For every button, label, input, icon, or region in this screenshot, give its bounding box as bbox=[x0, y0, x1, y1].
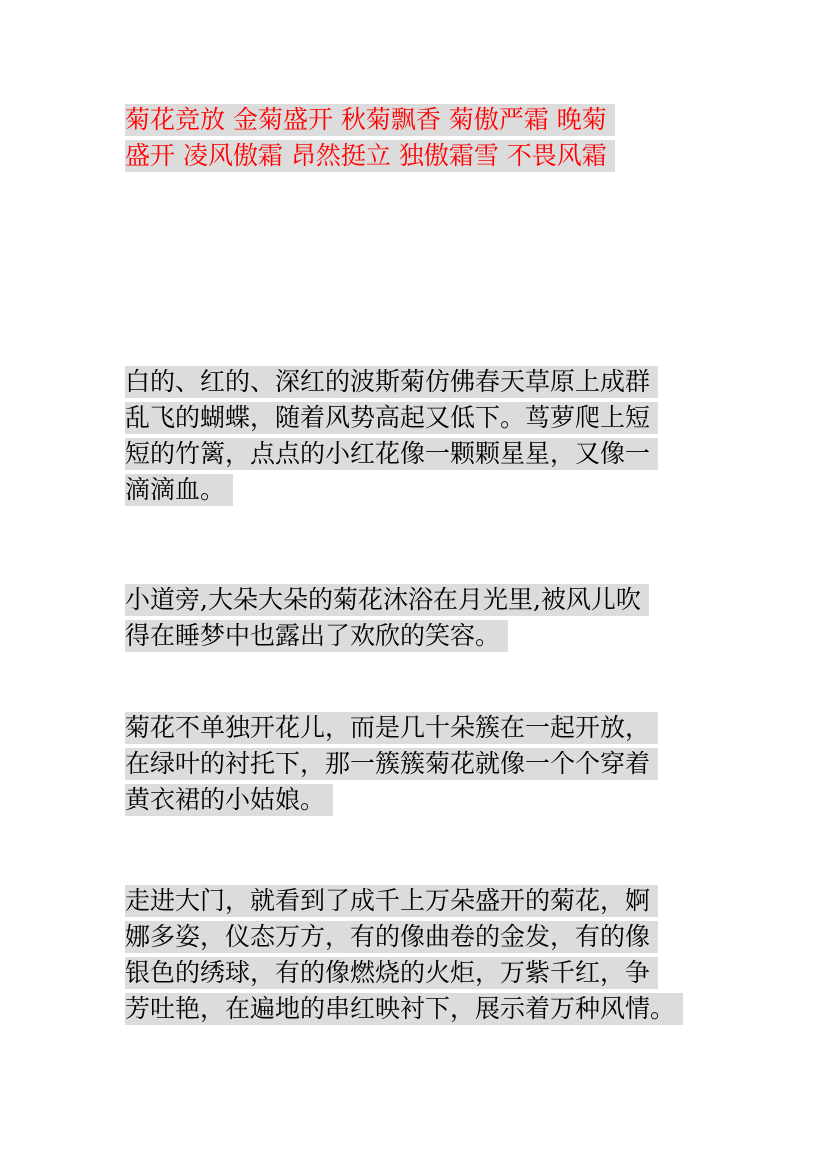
paragraph-line: 银色的绣球，有的像燃烧的火炬，万紫千红，争 bbox=[125, 957, 710, 989]
paragraph-line: 娜多姿，仪态万方，有的像曲卷的金发，有的像 bbox=[125, 921, 710, 953]
heading-block bbox=[125, 104, 710, 176]
paragraph-line: 走进大门，就看到了成千上万朵盛开的菊花，婀 bbox=[125, 885, 710, 917]
paragraph-4 bbox=[125, 885, 710, 1029]
paragraph-line: 菊花不单独开花儿，而是几十朵簇在一起开放， bbox=[125, 712, 710, 744]
paragraph-line: 小道旁,大朵大朵的菊花沐浴在月光里,被风儿吹 bbox=[125, 584, 710, 616]
paragraph-line: 短的竹篱，点点的小红花像一颗颗星星，又像一 bbox=[125, 438, 710, 470]
heading-line: 菊花竞放 金菊盛开 秋菊飘香 菊傲严霜 晚菊 bbox=[125, 104, 710, 136]
paragraph-2 bbox=[125, 584, 710, 656]
paragraph-line: 滴滴血。 bbox=[125, 474, 710, 506]
paragraph-line: 在绿叶的衬托下，那一簇簇菊花就像一个个穿着 bbox=[125, 748, 710, 780]
paragraph-line: 得在睡梦中也露出了欢欣的笑容。 bbox=[125, 620, 710, 652]
paragraph-line: 乱飞的蝴蝶，随着风势高起又低下。茑萝爬上短 bbox=[125, 402, 710, 434]
paragraph-line: 芳吐艳，在遍地的串红映衬下，展示着万种风情。 bbox=[125, 993, 710, 1025]
heading-line: 盛开 凌风傲霜 昂然挺立 独傲霜雪 不畏风霜 bbox=[125, 140, 710, 172]
paragraph-line: 黄衣裙的小姑娘。 bbox=[125, 784, 710, 816]
paragraph-line: 白的、红的、深红的波斯菊仿佛春天草原上成群 bbox=[125, 366, 710, 398]
paragraph-3 bbox=[125, 712, 710, 820]
paragraph-1 bbox=[125, 366, 710, 510]
